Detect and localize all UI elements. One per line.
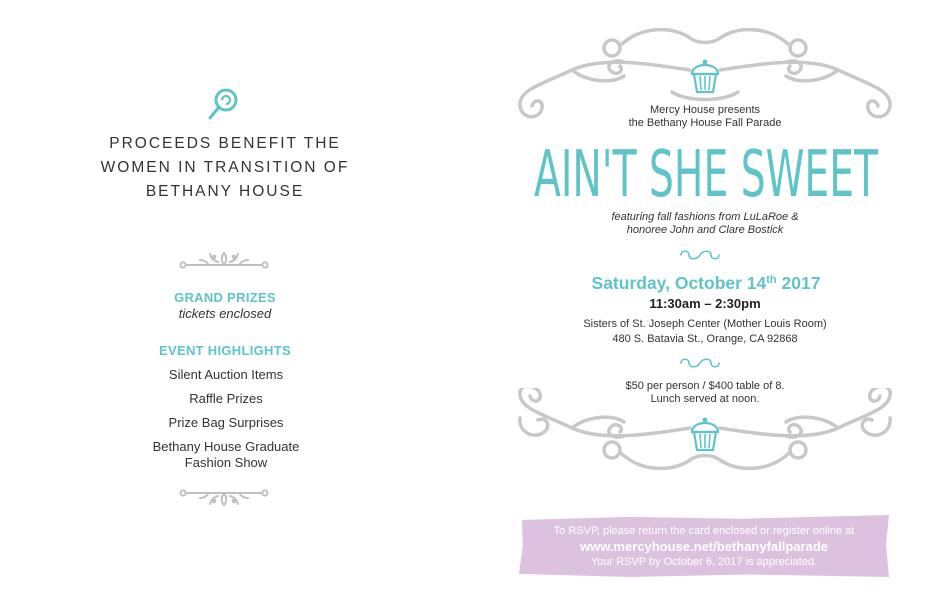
event-date — [540, 273, 872, 294]
rsvp-link[interactable]: www.mercyhouse.net/bethanyfallparade — [579, 539, 829, 554]
highlight-item: Bethany House Graduate — [152, 439, 300, 454]
presenter-line: Mercy House presents — [649, 104, 761, 116]
price-line: $50 per person / $400 table of 8. — [625, 380, 785, 392]
scroll-frame-bottom — [512, 388, 898, 480]
grand-prizes-subtext: tickets enclosed — [178, 306, 272, 321]
event-date-main: Saturday, October 14 — [591, 273, 767, 293]
proceeds-line: WOMEN IN TRANSITION OF — [100, 159, 350, 176]
lollipop-icon — [206, 86, 242, 122]
highlight-item: Raffle Prizes — [189, 391, 263, 406]
featuring-line: honoree John and Clare Bostick — [626, 224, 784, 236]
event-date-year: 2017 — [781, 273, 821, 293]
cupcake-icon — [692, 60, 718, 93]
swirl-flourish-icon — [675, 356, 725, 370]
proceeds-line: BETHANY HOUSE — [145, 183, 305, 200]
highlight-item: Silent Auction Items — [168, 367, 284, 382]
event-time: 11:30am – 2:30pm — [649, 296, 761, 311]
flourish-divider-icon — [178, 486, 270, 510]
featuring-line: featuring fall fashions from LuLaRoe & — [611, 211, 799, 223]
proceeds-statement — [60, 132, 390, 204]
cupcake-icon — [692, 418, 718, 451]
proceeds-line: PROCEEDS BENEFIT THE — [109, 135, 341, 152]
event-highlights-heading: EVENT HIGHLIGHTS — [159, 343, 291, 358]
price-line: Lunch served at noon. — [650, 393, 760, 405]
event-title-text: AIN'T SHE SWEET — [534, 138, 879, 206]
highlight-item: Prize Bag Surprises — [168, 415, 284, 430]
flourish-divider-icon — [178, 248, 270, 274]
highlight-item: Fashion Show — [184, 455, 268, 470]
venue-line: Sisters of St. Joseph Center (Mother Louis Room) — [583, 318, 827, 330]
presenter-line: the Bethany House Fall Parade — [628, 117, 782, 129]
venue-line: 480 S. Batavia St., Orange, CA 92868 — [612, 333, 798, 345]
event-date-suffix: th — [766, 274, 777, 286]
grand-prizes-heading: GRAND PRIZES — [174, 290, 276, 305]
rsvp-deadline: Your RSVP by October 6, 2017 is appreciated. — [590, 556, 818, 568]
swirl-flourish-icon — [675, 248, 725, 262]
event-title — [520, 136, 892, 206]
rsvp-instructions: To RSVP, please return the card enclosed or register online at — [553, 525, 855, 537]
